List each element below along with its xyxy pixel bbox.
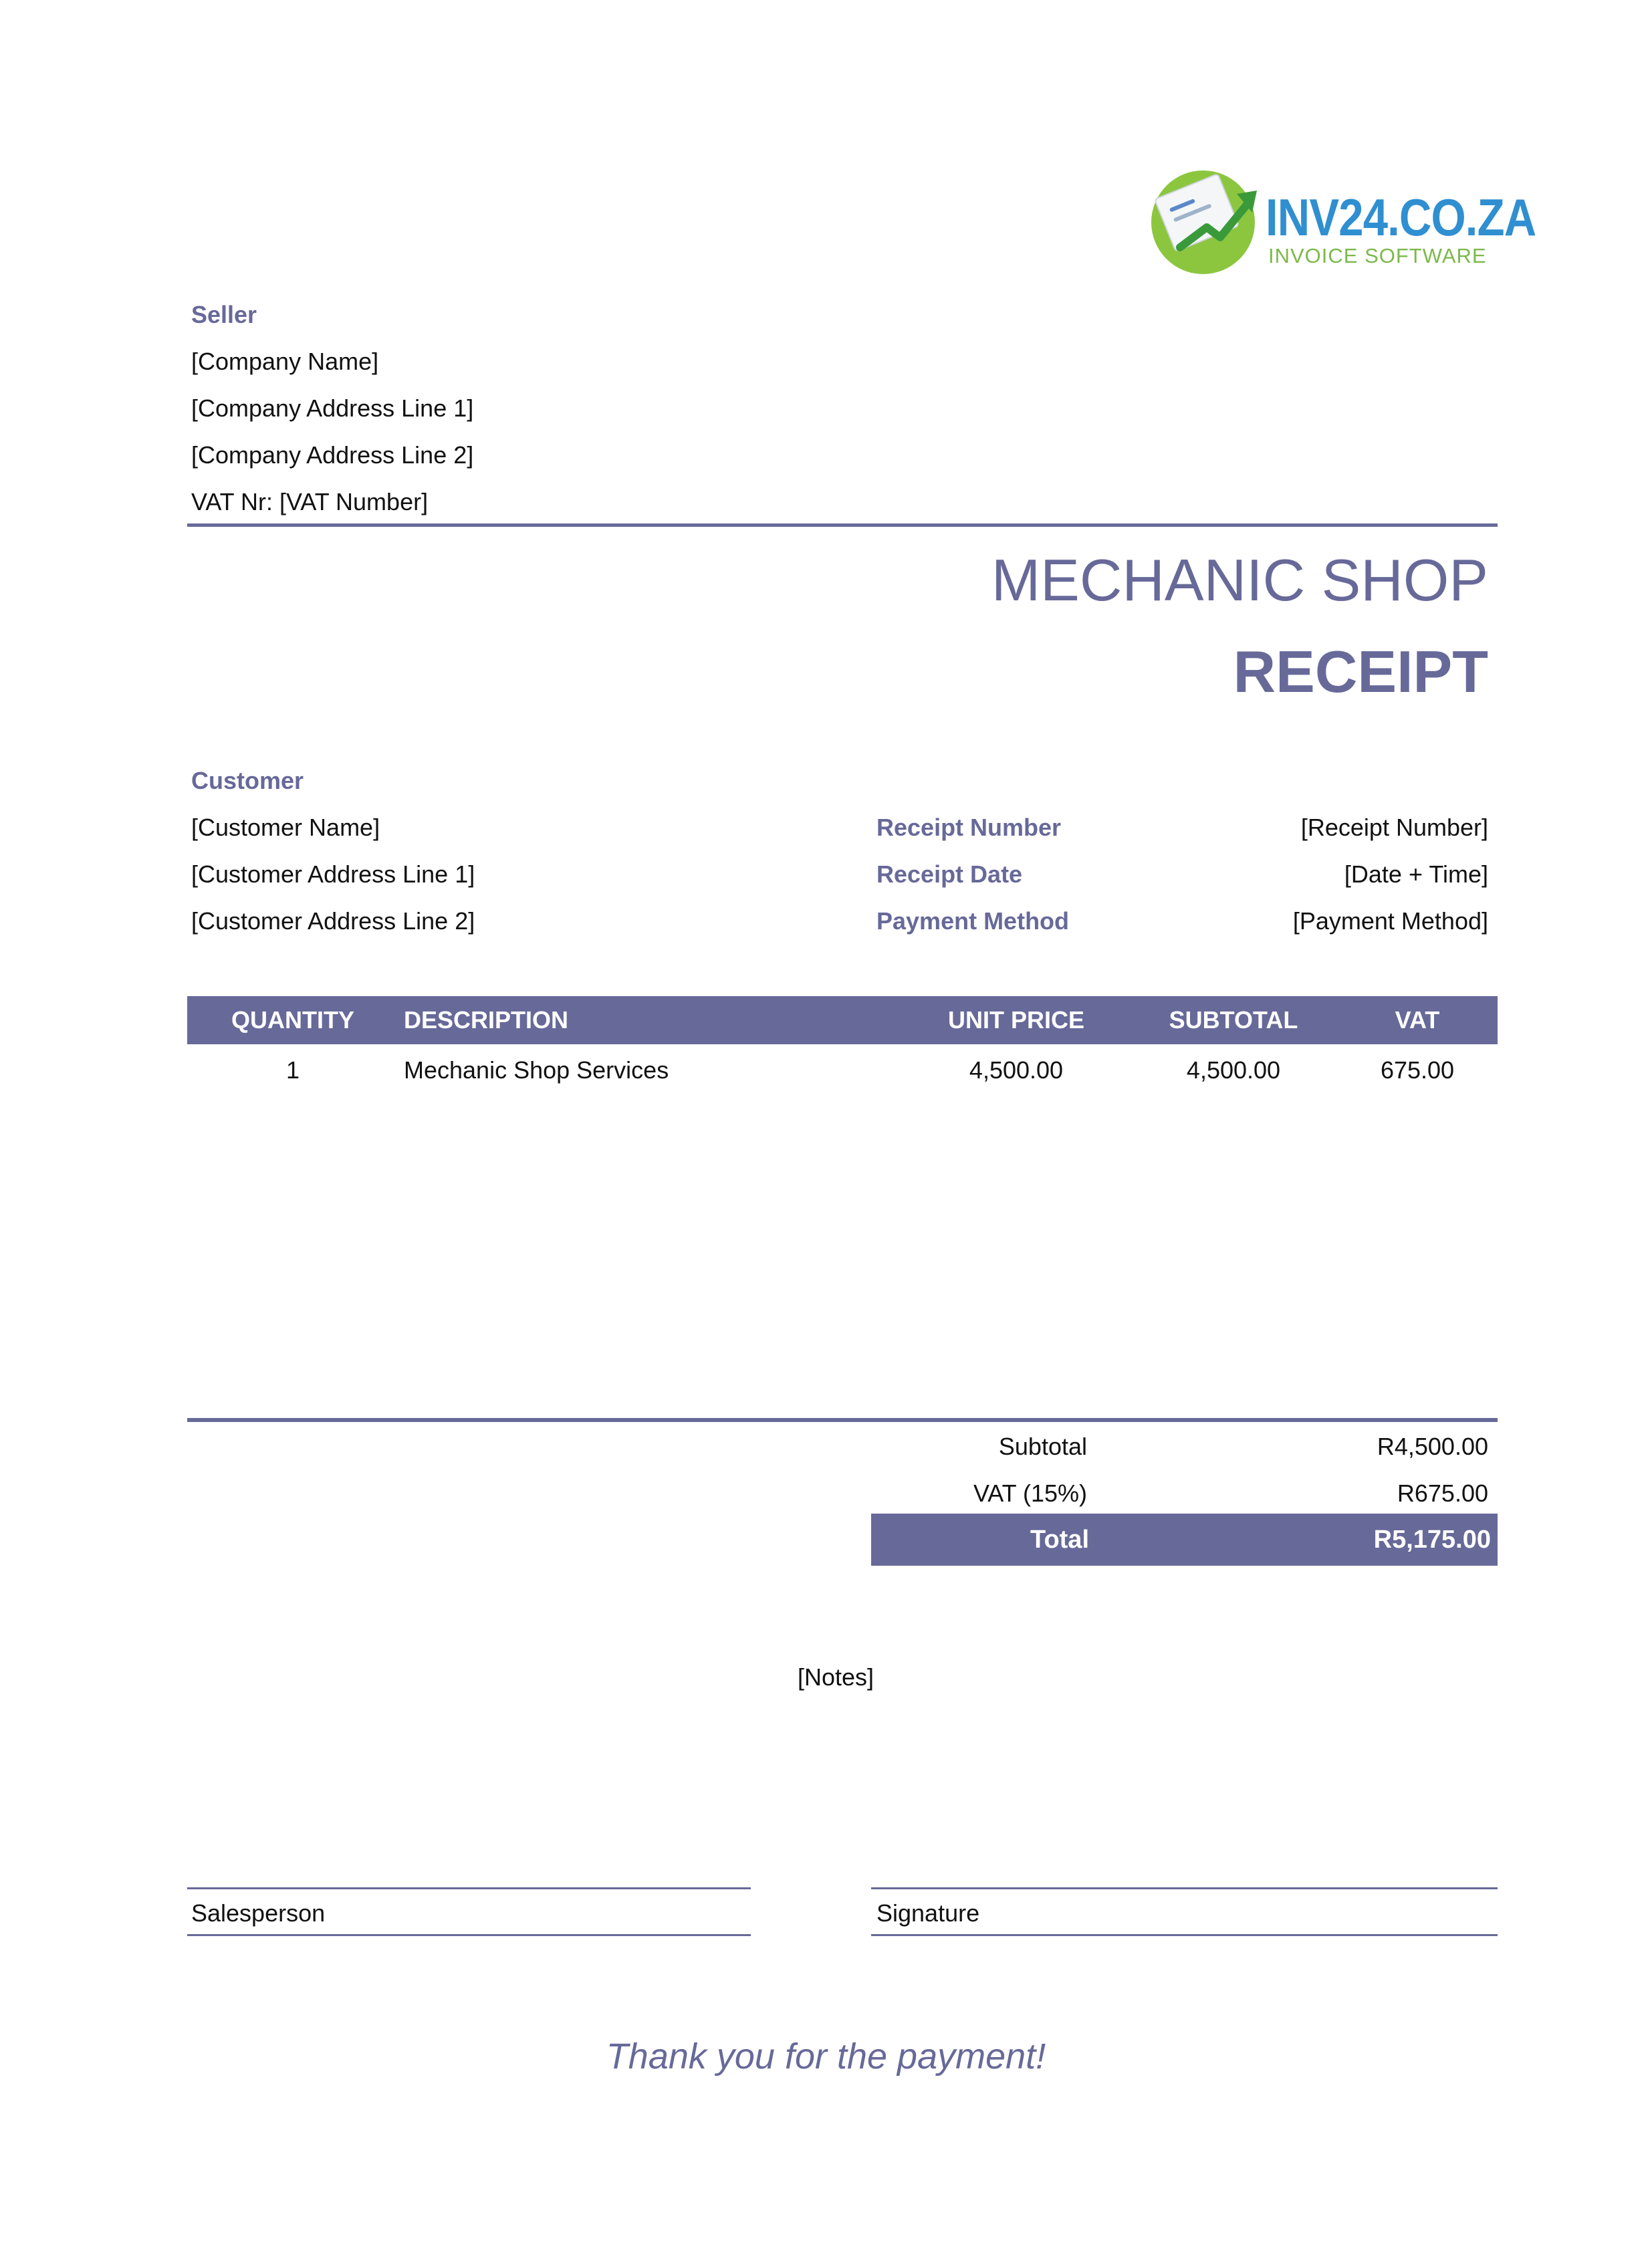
signature-label: Signature (876, 1899, 980, 1927)
customer-address-line2: [Customer Address Line 2] (191, 907, 475, 935)
customer-address-line1: [Customer Address Line 1] (191, 860, 475, 888)
customer-heading: Customer (191, 767, 304, 794)
receipt-date-value: [Date + Time] (1344, 860, 1488, 888)
items-table-header (187, 996, 1498, 1044)
row-description: Mechanic Shop Services (404, 1056, 669, 1084)
header-divider (187, 523, 1498, 527)
total-label: Total (1030, 1526, 1089, 1554)
salesperson-top-line (187, 1887, 751, 1889)
payment-method-label: Payment Method (876, 907, 1070, 935)
signature-bottom-line (871, 1934, 1498, 1936)
vat-value: R675.00 (1397, 1479, 1488, 1507)
receipt-number-label: Receipt Number (876, 814, 1062, 841)
signature-top-line (871, 1887, 1498, 1889)
column-header-vat: VAT (1395, 1006, 1440, 1034)
notes: [Notes] (797, 1663, 874, 1691)
total-bar (871, 1514, 1498, 1566)
seller-heading: Seller (191, 301, 257, 328)
seller-address-line1: [Company Address Line 1] (191, 394, 474, 422)
vat-label: VAT (15%) (973, 1479, 1087, 1507)
payment-method-value: [Payment Method] (1292, 907, 1488, 935)
seller-address-line2: [Company Address Line 2] (191, 441, 474, 469)
shop-title: MECHANIC SHOP (991, 547, 1488, 613)
row-quantity: 1 (285, 1056, 300, 1084)
column-header-description: DESCRIPTION (404, 1006, 569, 1034)
column-header-unit-price: UNIT PRICE (947, 1006, 1084, 1034)
subtotal-value: R4,500.00 (1377, 1433, 1488, 1460)
column-header-quantity: QUANTITY (231, 1006, 354, 1034)
row-unit-price: 4,500.00 (969, 1056, 1064, 1084)
seller-vat: VAT Nr: [VAT Number] (191, 488, 429, 515)
row-vat: 675.00 (1380, 1056, 1455, 1084)
receipt-number-value: [Receipt Number] (1300, 814, 1488, 841)
receipt-date-label: Receipt Date (876, 860, 1023, 888)
total-value: R5,175.00 (1373, 1526, 1491, 1554)
column-header-subtotal: SUBTOTAL (1169, 1006, 1298, 1034)
salesperson-bottom-line (187, 1934, 751, 1936)
logo-subtitle: INVOICE SOFTWARE (1268, 244, 1487, 267)
logo-arrow-icon (1173, 181, 1260, 261)
thank-you-message: Thank you for the payment! (606, 2036, 1046, 2077)
row-subtotal: 4,500.00 (1186, 1056, 1281, 1084)
table-bottom-divider (187, 1418, 1498, 1422)
subtotal-label: Subtotal (998, 1433, 1087, 1460)
seller-company-name: [Company Name] (191, 348, 379, 375)
salesperson-label: Salesperson (191, 1899, 326, 1927)
customer-name: [Customer Name] (191, 814, 380, 841)
document-title: RECEIPT (1233, 638, 1488, 705)
logo-title: INV24.CO.ZA (1266, 188, 1536, 247)
